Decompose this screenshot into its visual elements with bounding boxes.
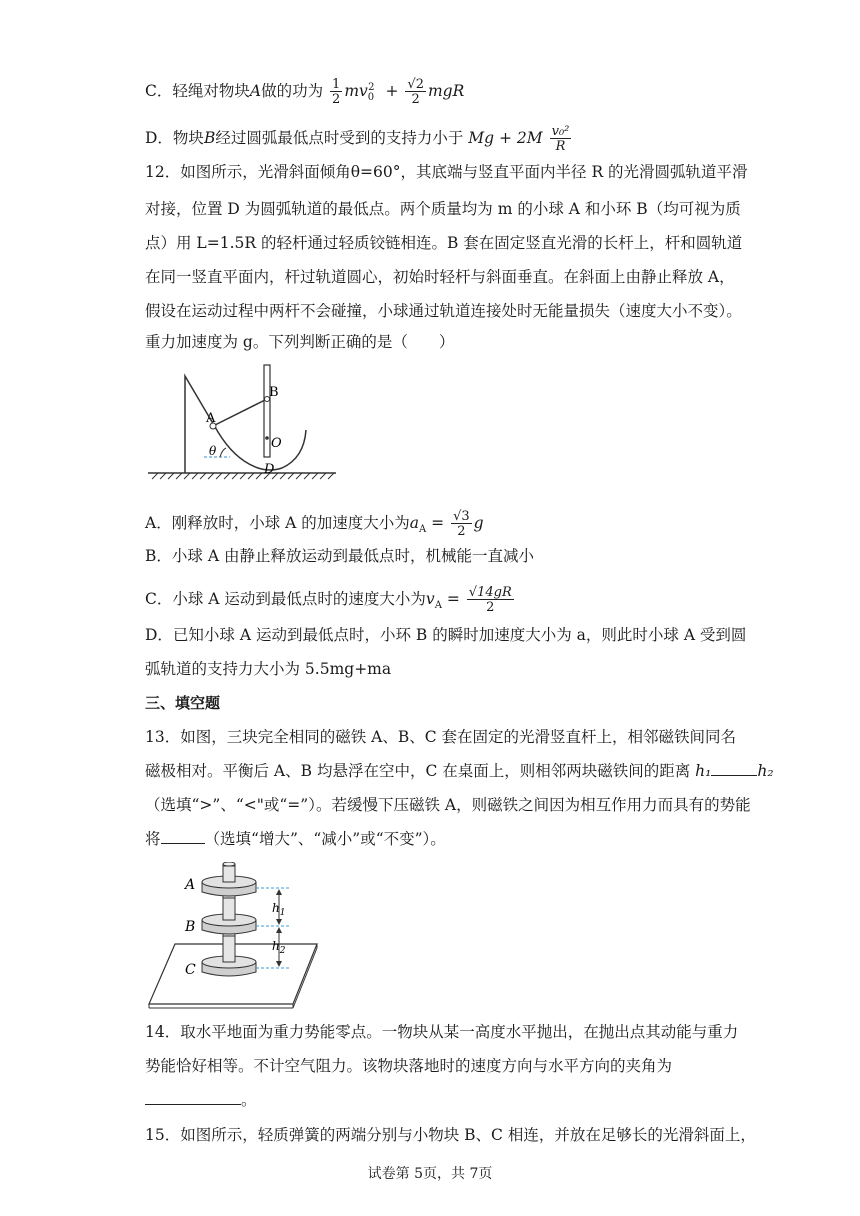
frac-num: √3 [453, 509, 470, 524]
q11-optd-mid: 经过圆弧最低点时受到的支持力小于 [215, 129, 464, 147]
q12-opta-fraction [451, 510, 472, 538]
q12-line-4: 在同一竖直平面内，杆过轨道圆心，初始时轻杆与斜面垂直。在斜面上由静止释放 A， [145, 268, 735, 286]
q11-option-d [145, 125, 573, 153]
q12-line-6: 重力加速度为 g。下列判断正确的是（ ） [145, 333, 455, 351]
q13-h1: h₁ [695, 762, 712, 780]
q11-optd-var: B [203, 129, 216, 147]
q12-optc-fraction [467, 586, 514, 614]
q14-line-1: 14．取水平地面为重力势能零点。一物块从某一高度水平抛出，在抛出点其动能与重力 [145, 1023, 739, 1041]
frac-den: 2 [457, 524, 466, 539]
frac-den: R [555, 139, 566, 154]
h1-sub: 1 [279, 908, 286, 918]
q12-option-d-line2: 弧轨道的支持力大小为 5.5mg+ma [145, 660, 392, 678]
q12-line-5: 假设在运动过程中两杆不会碰撞，小球通过轨道连接处时无能量损失（速度大小不变）。 [145, 302, 742, 320]
q13-line-4 [145, 829, 446, 849]
q12-option-a [145, 510, 484, 540]
q11-optc-tail: mgR [427, 82, 465, 101]
label-theta: θ [209, 444, 217, 458]
q11-optc-mv: mv [344, 82, 368, 101]
q12-figure [140, 360, 340, 490]
q13-figure [145, 862, 325, 1012]
label-b: B [269, 385, 279, 400]
frac-den: 2 [332, 92, 341, 108]
h1-letter: h [272, 901, 280, 915]
label-d: D [264, 462, 275, 477]
q13-line2-text: 磁极相对。平衡后 A、B 均悬浮在空中，C 在桌面上，则相邻两块磁铁间的距离 [145, 762, 691, 780]
q12-option-d-line1: D．已知小球 A 运动到最低点时，小环 B 的瞬时加速度大小为 a，则此时小球 A 受到圆 [145, 626, 747, 644]
sup-2: 2 [368, 82, 375, 93]
q14-period: 。 [241, 1091, 257, 1109]
h2-sub: 2 [279, 946, 286, 956]
q12-line-3: 点）用 L=1.5R 的轻杆通过轻质铰链相连。B 套在固定竖直光滑的长杆上，杆和圆轨道 [145, 234, 743, 252]
q13-line4-prefix: 将 [145, 830, 161, 848]
q12-opta-lhs: a [409, 514, 419, 532]
frac-den: 2 [486, 600, 495, 615]
q11-option-c [145, 78, 464, 108]
magnet-b-label: B [185, 919, 196, 935]
q11-optd-fraction [550, 125, 572, 153]
q11-optd-expr: Mg + 2M [468, 129, 543, 147]
q11-optc-mid: 做的功为 [261, 82, 324, 101]
frac-den: 2 [411, 92, 420, 108]
label-a: A [206, 411, 216, 426]
q12-optc-lhs: v [425, 590, 435, 608]
sub-0: 0 [367, 92, 375, 104]
q11-optc-half-fraction [330, 78, 342, 106]
q12-optc-text: C．小球 A 运动到最低点时的速度大小为 [145, 590, 426, 608]
q13-blank-1[interactable] [711, 774, 757, 776]
equals: = [446, 590, 460, 608]
frac-num: √14gR [468, 585, 512, 600]
q12-line-1: 12．如图所示，光滑斜面倾角θ=60°，其底端与竖直平面内半径 R 的光滑圆弧轨道平滑 [145, 163, 748, 181]
q11-optc-prefix: C．轻绳对物块 [145, 82, 250, 101]
q11-optd-prefix: D．物块 [145, 129, 204, 147]
q13-h2: h₂ [757, 762, 774, 780]
q14-line-2: 势能恰好相等。不计空气阻力。该物块落地时的速度方向与水平方向的夹角为 [145, 1057, 673, 1075]
frac-num: √2 [407, 77, 424, 93]
page-footer: 试卷第 5页，共 7页 [367, 1166, 493, 1182]
q13-blank-2[interactable] [161, 842, 205, 844]
frac-num: 1 [332, 77, 341, 93]
q13-line-2 [145, 761, 774, 781]
section-heading: 三、填空题 [145, 694, 221, 712]
q12-opta-tail: g [473, 514, 484, 532]
q12-option-c [145, 586, 516, 616]
q15-line-1: 15．如图所示，轻质弹簧的两端分别与小物块 B、C 相连，并放在足够长的光滑斜面上， [145, 1126, 756, 1144]
sub-a: A [434, 600, 442, 612]
equals: = [431, 514, 445, 532]
q11-optc-var: A [249, 82, 262, 101]
magnet-c-label: C [185, 962, 196, 978]
q11-optc-sqrt-fraction [405, 78, 426, 106]
q12-line-2: 对接，位置 D 为圆弧轨道的最低点。两个质量均为 m 的小球 A 和小环 B（均可视为质 [145, 200, 741, 218]
h2-letter: h [272, 939, 280, 953]
plus-sign: + [385, 82, 399, 101]
magnet-a-label: A [185, 877, 196, 893]
q14-answer-blank[interactable] [145, 1103, 241, 1105]
q12-opta-text: A．刚释放时，小球 A 的加速度大小为 [145, 514, 410, 532]
sub-a: A [419, 524, 427, 536]
label-o: O [271, 436, 282, 451]
frac-num: v₀² [551, 124, 570, 139]
q13-line4-suffix: （选填“增大”、“减小”或“不变”）。 [204, 830, 446, 848]
q13-line-1: 13．如图，三块完全相同的磁铁 A、B、C 套在固定的光滑竖直杆上，相邻磁铁间同名 [145, 728, 737, 746]
q14-line-3 [145, 1090, 257, 1110]
q12-option-b: B．小球 A 由静止释放运动到最低点时，机械能一直减小 [145, 547, 534, 565]
q13-line-3: （选填“>”、“<"或“=”）。若缓慢下压磁铁 A，则磁铁之间因为相互作用力而具有的势能 [145, 796, 751, 814]
